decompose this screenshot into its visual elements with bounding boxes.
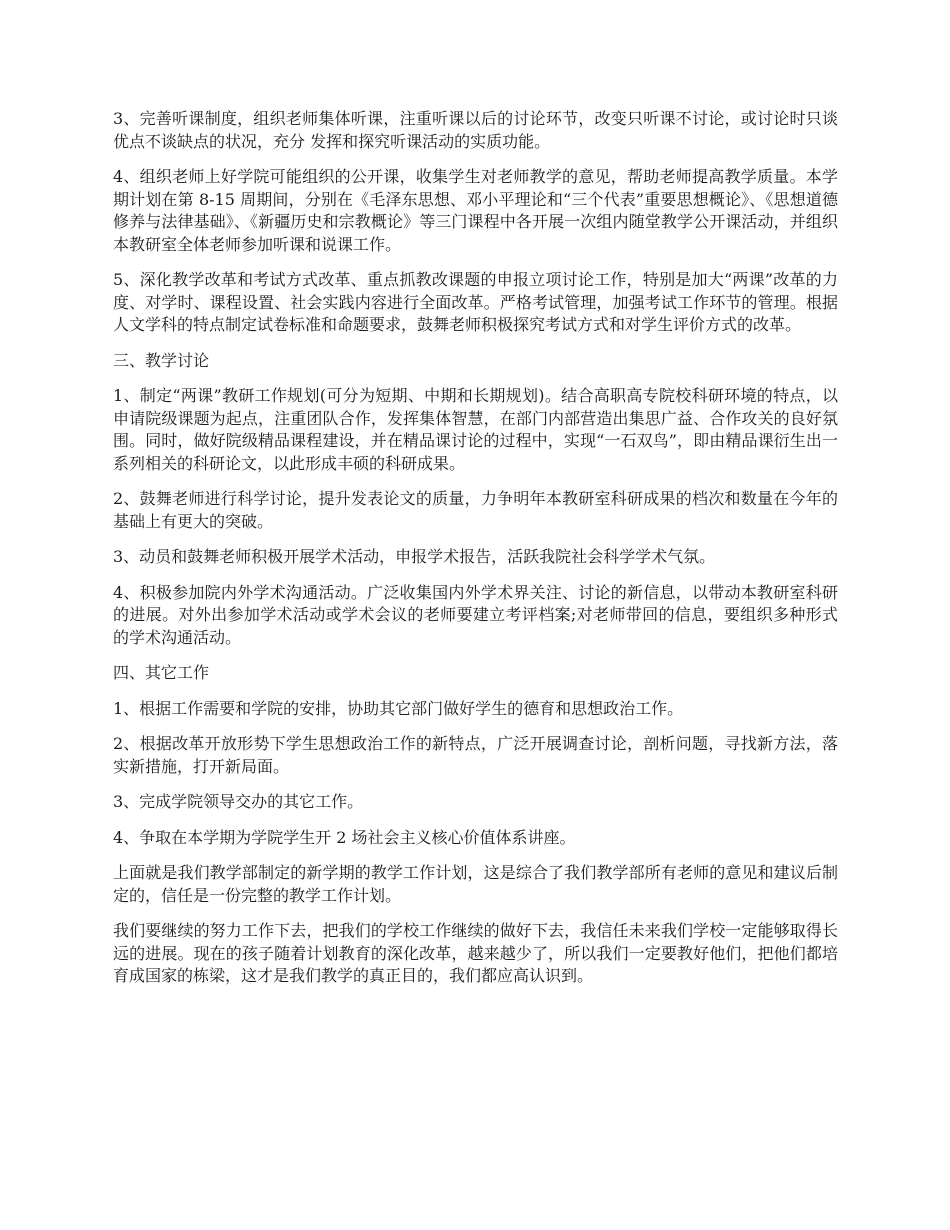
paragraph-research-plan: 1、制定“两课”教研工作规划(可分为短期、中期和长期规划)。结合高职高专院校科研环境的特点，以申请院级课题为起点，注重团队合作，发挥集体智慧，在部门内部营造出集思广益、合作攻关的良好氛围。同时，做好院级精品课程建设，并在精品课讨论的过程中，实现“一石双鸟”，即由精品课衍生出一系列相关的科研论文，以此形成丰硕的科研成果。 [113,386,838,473]
paragraph-closing: 我们要继续的努力工作下去，把我们的学校工作继续的做好下去，我信任未来我们学校一定能够取得长远的进展。现在的孩子随着计划教育的深化改革，越来越少了，所以我们一定要教好他们，把他们都培育成国家的栋梁，这才是我们教学的真正目的，我们都应高认识到。 [113,921,838,985]
paragraph-summary: 上面就是我们教学部制定的新学期的教学工作计划，这是综合了我们教学部所有老师的意见和建议后制定的，信任是一份完整的教学工作计划。 [113,863,838,905]
paragraph-listening-system: 3、完善听课制度，组织老师集体听课，注重听课以后的讨论环节，改变只听课不讨论，或讨论时只谈优点不谈缺点的状况，充分 发挥和探究听课活动的实质功能。 [113,109,838,151]
paragraph-lectures: 4、争取在本学期为学院学生开 2 场社会主义核心价值体系讲座。 [113,827,576,847]
paragraph-moral-education: 1、根据工作需要和学院的安排，协助其它部门做好学生的德育和思想政治工作。 [113,698,684,718]
paragraph-academic-exchange: 4、积极参加院内外学术沟通活动。广泛收集国内外学术界关注、讨论的新信息，以带动本教研室科研的进展。对外出参加学术活动或学术会议的老师要建立考评档案;对老师带回的信息，要组织多种形式的学术沟通活动。 [113,582,838,647]
paragraph-academic-activity: 3、动员和鼓舞老师积极开展学术活动，申报学术报告，活跃我院社会科学学术气氛。 [113,547,716,566]
section-heading-other-work: 四、其它工作 [113,663,210,682]
paragraph-new-methods: 2、根据改革开放形势下学生思想政治工作的新特点，广泛开展调查讨论，剖析问题，寻找新方法，落实新措施，打开新局面。 [113,734,838,776]
document-body [113,108,838,1001]
paragraph-paper-quality: 2、鼓舞老师进行科学讨论，提升发表论文的质量，力争明年本教研室科研成果的档次和数量在今年的基础上有更大的突破。 [113,489,838,531]
paragraph-assigned-work: 3、完成学院领导交办的其它工作。 [113,792,364,811]
paragraph-open-class: 4、组织老师上好学院可能组织的公开课，收集学生对老师教学的意见，帮助老师提高教学质量。本学期计划在第 8-15 周期间，分别在《毛泽东思想、邓小平理论和“三个代表”重要思想概论》、《思想道德修养与法律基础》、《新疆历史和宗教概论》等三门课程中各开展一次组内随堂教学公开课活动，并组织本教研室全体老师参加听课和说课工作。 [113,167,838,254]
paragraph-exam-reform: 5、深化教学改革和考试方式改革、重点抓教改课题的申报立项讨论工作，特别是加大“两课”改革的力度、对学时、课程设置、社会实践内容进行全面改革。严格考试管理，加强考试工作环节的管理。根据人文学科的特点制定试卷标准和命题要求，鼓舞老师积极探究考试方式和对学生评价方式的改革。 [113,270,838,334]
section-heading-teaching-discussion: 三、教学讨论 [113,350,210,370]
